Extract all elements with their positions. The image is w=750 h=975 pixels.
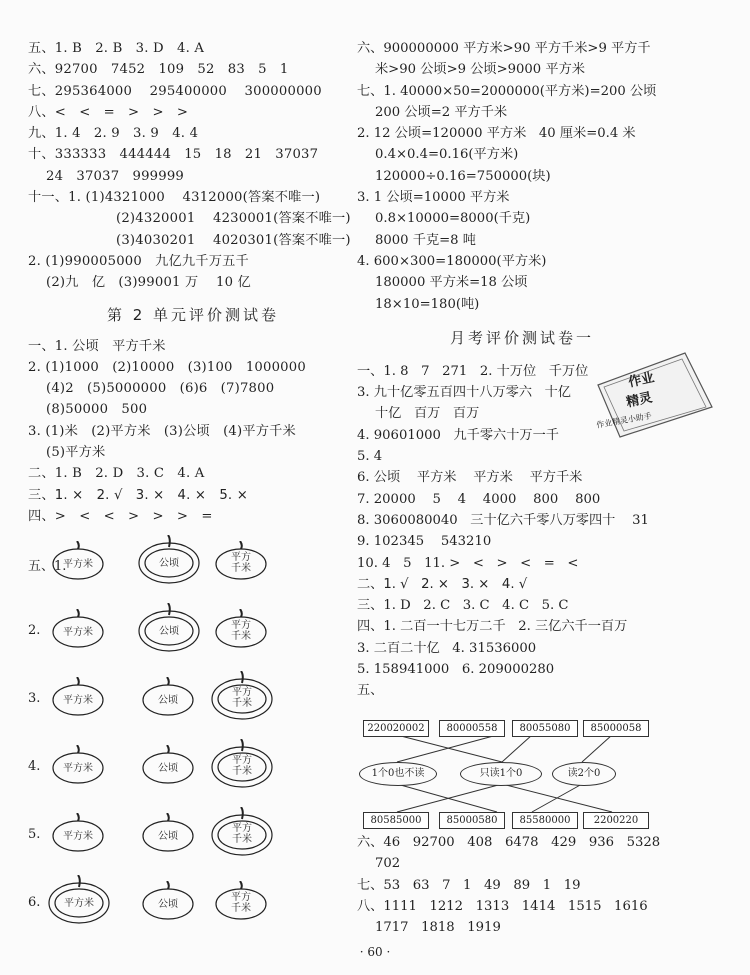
- answer-line: 702: [375, 856, 401, 872]
- number-box: 85000058: [583, 720, 649, 737]
- stamp-text: 精灵: [625, 390, 654, 411]
- apple-icon: [136, 603, 202, 653]
- answer-line: 一、1. 公顷 平方千米: [28, 338, 166, 354]
- watermark-stamp: [590, 345, 720, 440]
- apple-label: 平方米: [63, 831, 93, 843]
- matching-diagram: [357, 700, 657, 835]
- stamp-text: 作业: [627, 370, 656, 391]
- apple-icon: [213, 881, 269, 921]
- answer-line: 一、1. 8 7 271 2. 十万位 千万位: [357, 363, 589, 379]
- answer-line: 4. 600×300=180000(平方米): [357, 253, 547, 269]
- number-box: 80585000: [363, 812, 429, 829]
- answer-line: 七、53 63 7 1 49 89 1 19: [357, 877, 581, 893]
- answer-line: 8000 千克=8 吨: [375, 232, 476, 248]
- apple-icon: [46, 875, 112, 925]
- apple-row-number: 2.: [28, 623, 41, 639]
- number-box: 80000558: [439, 720, 505, 737]
- answer-line: (5)平方米: [46, 445, 106, 461]
- apple-icon: [213, 609, 269, 649]
- number-box: 220020002: [363, 720, 429, 737]
- answer-line: 五、: [357, 683, 384, 699]
- apple-label: 平方千米: [231, 892, 251, 915]
- apple-row: [28, 601, 358, 663]
- answer-line: 八、1111 1212 1313 1414 1515 1616: [357, 898, 648, 914]
- apple-icon: [209, 807, 275, 857]
- answer-line: 3. 九十亿零五百四十八万零六 十亿: [357, 385, 571, 401]
- answer-line: 七、1. 40000×50=2000000(平方米)=200 公顷: [357, 83, 657, 99]
- apple-icon: [50, 609, 106, 649]
- apple-row-number: 3.: [28, 691, 41, 707]
- category-oval: 读2个0: [552, 762, 616, 786]
- answer-line: 6. 公顷 平方米 平方米 平方千米: [357, 470, 583, 486]
- answer-line: 8. 3060080040 三十亿六千零八万零四十 31: [357, 512, 649, 528]
- number-box: 2200220: [583, 812, 649, 829]
- apple-row-number: 五、1.: [28, 559, 67, 575]
- answer-line: 2. (1)1000 (2)10000 (3)100 1000000: [28, 359, 306, 375]
- answer-line: 3. (1)米 (2)平方米 (3)公顷 (4)平方千米: [28, 423, 296, 439]
- apple-diagrams: [28, 533, 358, 935]
- answer-line: 二、1. √ 2. × 3. × 4. √: [357, 576, 528, 592]
- apple-label: 公顷: [159, 558, 179, 570]
- right-column-bottom: [357, 832, 687, 938]
- answer-line: 三、1. × 2. √ 3. × 4. × 5. ×: [28, 487, 248, 503]
- apple-icon: [50, 677, 106, 717]
- apple-row: [28, 805, 358, 867]
- apple-row: [28, 533, 358, 595]
- answer-line: 1717 1818 1919: [375, 920, 501, 936]
- apple-label: 平方千米: [231, 620, 251, 643]
- answer-line: 24 37037 999999: [46, 168, 185, 184]
- apple-label: 公顷: [158, 695, 178, 707]
- answer-line: 4. 90601000 九千零六十万一千: [357, 427, 559, 443]
- apple-row: [28, 669, 358, 731]
- answer-line: (3)4030201 4020301(答案不唯一): [116, 232, 351, 248]
- apple-label: 平方千米: [232, 687, 252, 710]
- apple-row-number: 6.: [28, 895, 41, 911]
- answer-line: 九、1. 4 2. 9 3. 9 4. 4: [28, 126, 199, 142]
- answer-line: 七、295364000 295400000 300000000: [28, 83, 322, 99]
- apple-label: 平方米: [64, 898, 94, 910]
- page-number: · 60 ·: [359, 945, 391, 959]
- answer-line: (2)4320001 4230001(答案不唯一): [116, 211, 351, 227]
- apple-label: 公顷: [159, 626, 179, 638]
- answer-line: 米>90 公顷>9 公顷>9000 平方米: [375, 62, 585, 78]
- answer-line: 八、< < = > > >: [28, 104, 189, 120]
- answer-line: 5. 4: [357, 449, 383, 465]
- answer-line: 5. 158941000 6. 209000280: [357, 662, 555, 678]
- answer-line: 7. 20000 5 4 4000 800 800: [357, 491, 601, 507]
- answer-line: 二、1. B 2. D 3. C 4. A: [28, 466, 205, 482]
- answer-line: 2. 12 公顷=120000 平方米 40 厘米=0.4 米: [357, 126, 636, 142]
- answer-line: 三、1. D 2. C 3. C 4. C 5. C: [357, 598, 569, 614]
- answer-line: 四、1. 二百一十七万二千 2. 三亿六千一百万: [357, 619, 628, 635]
- apple-icon: [140, 745, 196, 785]
- apple-icon: [140, 677, 196, 717]
- answer-line: 180000 平方米=18 公顷: [375, 275, 528, 291]
- answer-line: (8)50000 500: [46, 402, 148, 418]
- section-title: 月考评价测试卷一: [449, 328, 594, 347]
- apple-label: 平方米: [63, 763, 93, 775]
- apple-label: 公顷: [158, 899, 178, 911]
- apple-row: [28, 737, 358, 799]
- answer-line: 四、> < < > > > =: [28, 508, 213, 524]
- stamp-text: 作业精灵小助手: [595, 411, 653, 430]
- apple-label: 平方千米: [232, 823, 252, 846]
- number-box: 80055080: [512, 720, 578, 737]
- apple-label: 平方米: [63, 627, 93, 639]
- answer-line: 18×10=180(吨): [375, 296, 480, 312]
- apple-icon: [209, 739, 275, 789]
- apple-label: 平方米: [63, 695, 93, 707]
- answer-line: 3. 二百二十亿 4. 31536000: [357, 640, 537, 656]
- answer-line: 六、900000000 平方米>90 平方千米>9 平方千: [357, 41, 651, 56]
- apple-icon: [50, 813, 106, 853]
- number-box: 85580000: [512, 812, 578, 829]
- apple-icon: [213, 541, 269, 581]
- answer-line: 2. (1)990005000 九亿九千万五千: [28, 253, 249, 269]
- category-oval: 1个0也不读: [359, 762, 437, 786]
- apple-icon: [50, 745, 106, 785]
- answer-line: 十亿 百万 百万: [375, 406, 480, 422]
- answer-line: 200 公顷=2 平方千米: [375, 104, 508, 120]
- apple-label: 平方米: [63, 559, 93, 571]
- answer-line: 10. 4 5 11. > < > < = <: [357, 555, 579, 571]
- left-column: [28, 38, 358, 935]
- category-oval: 只读1个0: [460, 762, 542, 786]
- apple-icon: [209, 671, 275, 721]
- number-box: 85000580: [439, 812, 505, 829]
- apple-row-number: 4.: [28, 759, 41, 775]
- answer-line: 0.8×10000=8000(千克): [375, 211, 531, 227]
- apple-icon: [140, 813, 196, 853]
- apple-icon: [136, 535, 202, 585]
- answer-line: 0.4×0.4=0.16(平方米): [375, 147, 519, 163]
- answer-line: 十一、1. (1)4321000 4312000(答案不唯一): [28, 190, 321, 206]
- answer-line: 3. 1 公顷=10000 平方米: [357, 190, 510, 206]
- answer-line: 120000÷0.16=750000(块): [375, 168, 551, 184]
- apple-label: 公顷: [158, 763, 178, 775]
- answer-line: 十、333333 444444 15 18 21 37037: [28, 147, 319, 163]
- answer-line: (4)2 (5)5000000 (6)6 (7)7800: [46, 381, 275, 397]
- apple-label: 平方千米: [232, 755, 252, 778]
- section-title: 第 2 单元评价测试卷: [106, 305, 280, 324]
- apple-row-number: 5.: [28, 827, 41, 843]
- apple-icon: [50, 541, 106, 581]
- answer-line: 六、92700 7452 109 52 83 5 1: [28, 62, 289, 78]
- answer-line: (2)九 亿 (3)99001 万 10 亿: [46, 275, 251, 291]
- apple-icon: [140, 881, 196, 921]
- apple-label: 平方千米: [231, 552, 251, 575]
- apple-row: [28, 873, 358, 935]
- answer-line: 9. 102345 543210: [357, 534, 492, 550]
- answer-line: 六、46 92700 408 6478 429 936 5328: [357, 835, 661, 850]
- answer-line: 五、1. B 2. B 3. D 4. A: [28, 41, 205, 56]
- apple-label: 公顷: [158, 831, 178, 843]
